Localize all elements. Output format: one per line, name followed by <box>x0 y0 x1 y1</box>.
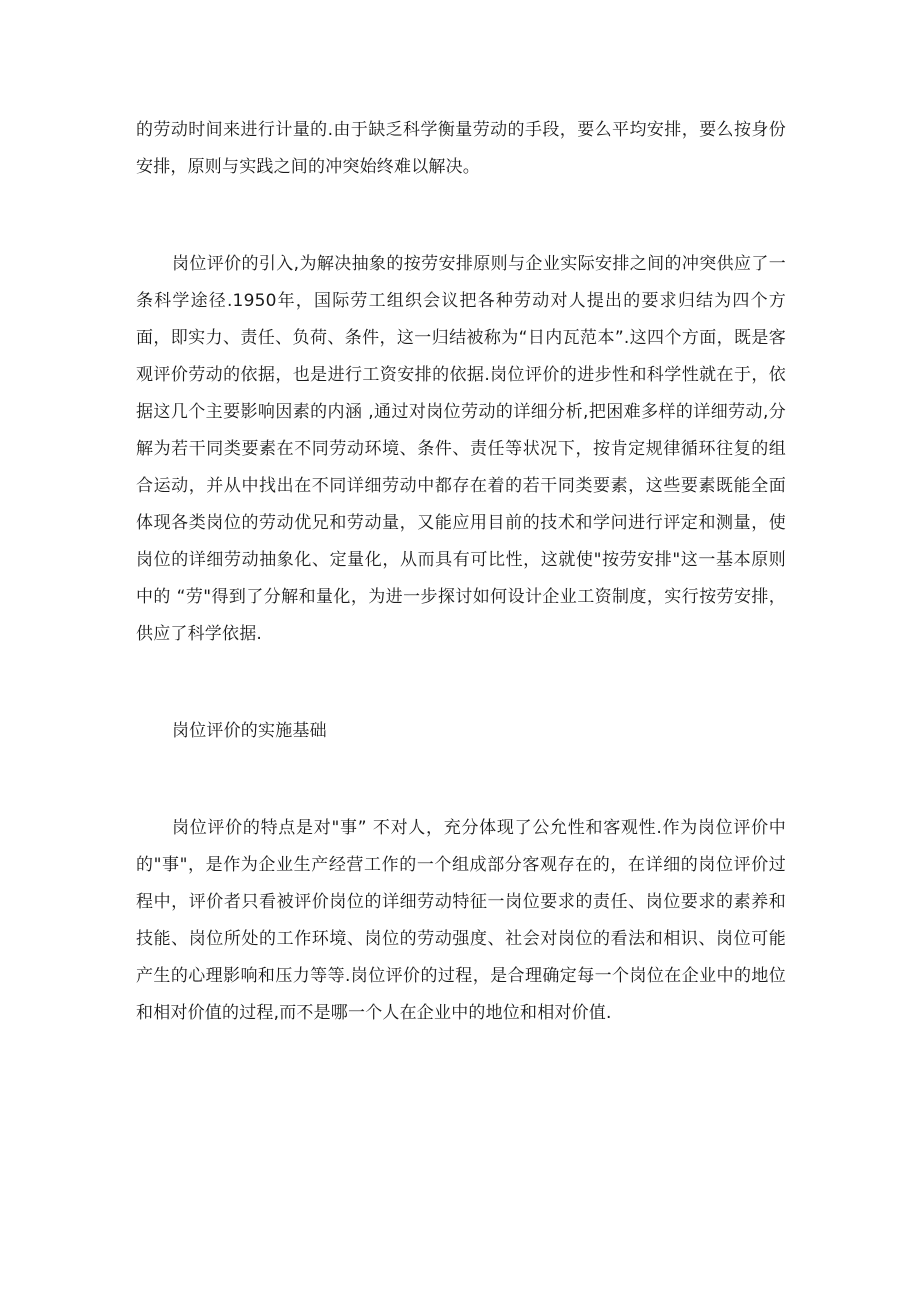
section-heading: 岗位评价的实施基础 <box>172 721 327 741</box>
paragraph-continuation: 的劳动时间来进行计量的.由于缺乏科学衡量劳动的手段，要么平均安排，要么按身份安排，原则与实践之间的冲突始终难以解决。 <box>136 120 786 177</box>
paragraph-job-evaluation-intro: 岗位评价的引入,为解决抽象的按劳安排原则与企业实际安排之间的冲突供应了一条科学途径.1950年，国际劳工组织会议把各种劳动对人提出的要求归结为四个方面，即实力、责任、负荷、条件，这一归结被称为“日内瓦范本”.这四个方面，既是客观评价劳动的依据，也是进行工资安排的依据.岗位评价的进步性和科学性就在于，依据这几个主要影响因素的内涵 ,通过对岗位劳动的详细分析,把困难多样的详细劳动,分解为若干同类要素在不同劳动环境、条件、责任等状况下，按肯定规律循环往复的组合运动，并从中找出在不同详细劳动中都存在着的若干同类要素，这些要素既能全面体现各类岗位的劳动优兄和劳动量，又能应用目前的技术和学问进行评定和测量，使岗位的详细劳动抽象化、定量化，从而具有可比性，这就使"按劳安排"这一基本原则中的 “劳"得到了分解和量化，为进一步探讨如何设计企业工资制度，实行按劳安排，供应了科学依据. <box>136 254 786 644</box>
document-body <box>136 112 786 1032</box>
paragraph-job-evaluation-features: 岗位评价的特点是对"事” 不对人，充分体现了公允性和客观性.作为岗位评价中的"事"，是作为企业生产经营工作的一个组成部分客观存在的，在详细的岗位评价过程中，评价者只看被评价岗位的详细劳动特征一岗位要求的责任、岗位要求的素养和技能、岗位所处的工作环境、岗位的劳动强度、社会对岗位的看法和相识、岗位可能产生的心理影响和压力等等.岗位评价的过程，是合理确定每一个岗位在企业中的地位和相对价值的过程,而不是哪一个人在企业中的地位和相对价值. <box>136 818 786 1023</box>
